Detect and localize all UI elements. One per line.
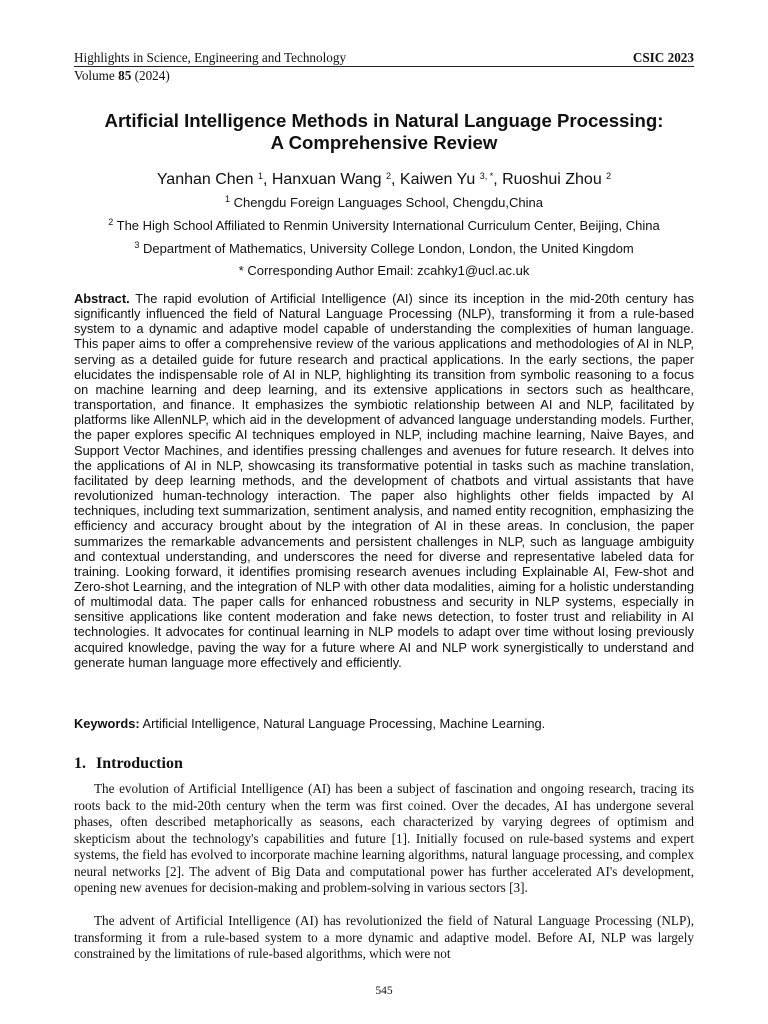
journal-name: Highlights in Science, Engineering and Technology bbox=[74, 50, 347, 65]
conference-name: CSIC 2023 bbox=[632, 50, 694, 65]
title-line-2: A Comprehensive Review bbox=[270, 132, 498, 153]
author-sup: 2 bbox=[606, 171, 612, 181]
affiliation-2 bbox=[60, 218, 708, 234]
intro-paragraph-1: The evolution of Artificial Intelligence (AI) has been a subject of fascination and ongoing research, tracing its roots back to the mid-20th century when the term was first coined. Over the decades, AI has undergone several phases, often described metaphorically as seasons, each characterized by varying degrees of optimism and skepticism about the technology's capabilities and future [1]. Initially focused on rule-based systems and expert systems, the field has evolved to incorporate machine learning algorithms, natural language processing, and complex neural networks [2]. The advent of Big Data and computational power has further accelerated AI's development, opening new avenues for decision-making and problem-solving in various sectors [3]. bbox=[74, 781, 694, 895]
volume-number: 85 bbox=[118, 68, 132, 83]
author-sup: 3, * bbox=[479, 171, 494, 181]
author-sup: 2 bbox=[386, 171, 392, 181]
abstract-label: Abstract. bbox=[74, 291, 130, 306]
section-number: 1. bbox=[74, 755, 86, 772]
affiliation-sup: 1 bbox=[225, 194, 231, 204]
section-heading-introduction bbox=[74, 755, 183, 773]
abstract bbox=[74, 291, 694, 670]
author-sup: 1 bbox=[257, 171, 263, 181]
affiliation-text: The High School Affiliated to Renmin University International Curriculum Center, Beijing, China bbox=[116, 218, 660, 233]
keywords-text: Artificial Intelligence, Natural Language Processing, Machine Learning. bbox=[142, 716, 546, 731]
title-line-1: Artificial Intelligence Methods in Natural Language Processing: bbox=[104, 110, 664, 131]
author-name: Hanxuan Wang bbox=[271, 171, 382, 188]
author-list: Yanhan Chen $^1$, Hanxuan Wang $^2$, Kaiwen Yu $^{3, *}$, Ruoshui Zhou $^2$ bbox=[156, 171, 612, 188]
section-title: Introduction bbox=[96, 755, 183, 772]
header-rule bbox=[74, 66, 694, 67]
keywords bbox=[74, 716, 694, 732]
volume-year: (2024) bbox=[134, 68, 170, 83]
intro-paragraph-2: The advent of Artificial Intelligence (AI) has revolutionized the field of Natural Language Processing (NLP), transforming it from a rule-based system to a more dynamic and adaptive model. Before AI, NLP was largely constrained by the limitations of rule-based algorithms, which were not bbox=[74, 913, 694, 961]
affiliation-sup: 3 bbox=[134, 240, 140, 250]
corresponding-author: * Corresponding Author Email: zcahky1@ucl.ac.uk bbox=[238, 263, 530, 278]
keywords-label: Keywords: bbox=[74, 716, 140, 731]
running-header bbox=[74, 50, 694, 83]
affiliation-text: Chengdu Foreign Languages School, Chengdu,China bbox=[233, 195, 543, 210]
affiliation-sup: 2 bbox=[108, 217, 114, 227]
abstract-text: The rapid evolution of Artificial Intelligence (AI) since its inception in the mid-20th century has significantly influenced the field of Natural Language Processing (NLP), transforming it from a rule-based system to a dynamic and adaptive model capable of understanding the complexities of human language. This paper aims to offer a comprehensive review of the various applications and methodologies of AI in NLP, serving as a detailed guide for future research and practical applications. In the early sections, the paper elucidates the indispensable role of AI in NLP, highlighting its transition from symbolic reasoning to a focus on machine learning and deep learning, and its extensive applications in sectors such as healthcare, transportation, and finance. It emphasizes the symbiotic relationship between AI and NLP, facilitated by platforms like AllenNLP, which aid in the development of advanced language understanding models. Further, the paper explores specific AI techniques employed in NLP, including machine learning, Naive Bayes, and Support Vector Machines, and identifies pressing challenges and avenues for future research. It delves into the applications of AI in NLP, showcasing its transformative potential in tasks such as machine translation, facilitated by deep learning methods, and the development of chatbots and virtual assistants that have revolutionized human-technology interaction. The paper also highlights other fields impacted by AI techniques, including text summarization, sentiment analysis, and named entity recognition, emphasizing the efficiency and accuracy brought about by the integration of AI in these areas. In conclusion, the paper summarizes the remarkable advancements and persistent challenges in NLP, such as language ambiguity and contextual understanding, and underscores the need for diverse and representative labeled data for training. Looking forward, it identifies promising research avenues including Explainable AI, Few-shot and Zero-shot Learning, and the integration of NLP with other data modalities, aiming for a holistic understanding of multimodal data. The paper calls for enhanced robustness and security in NLP systems, especially in sensitive applications like content moderation and fake news detection, to foster trust and reliability in AI technologies. It advocates for continual learning in NLP models to adapt over time without losing previously acquired knowledge, paving the way for a future where AI and NLP work synergistically to understand and generate human language more effectively and efficiently. bbox=[74, 291, 695, 670]
volume-info bbox=[74, 68, 694, 83]
affiliation-1 bbox=[60, 195, 708, 211]
affiliation-text: Department of Mathematics, University College London, London, the United Kingdom bbox=[142, 241, 634, 256]
volume-prefix: Volume bbox=[74, 68, 115, 83]
author-name: Kaiwen Yu bbox=[399, 171, 476, 188]
page-number: 545 bbox=[375, 985, 393, 997]
author-name: Ruoshui Zhou bbox=[502, 171, 602, 188]
paper-title bbox=[60, 110, 708, 154]
affiliation-3 bbox=[60, 241, 708, 257]
author-name: Yanhan Chen bbox=[156, 171, 254, 188]
